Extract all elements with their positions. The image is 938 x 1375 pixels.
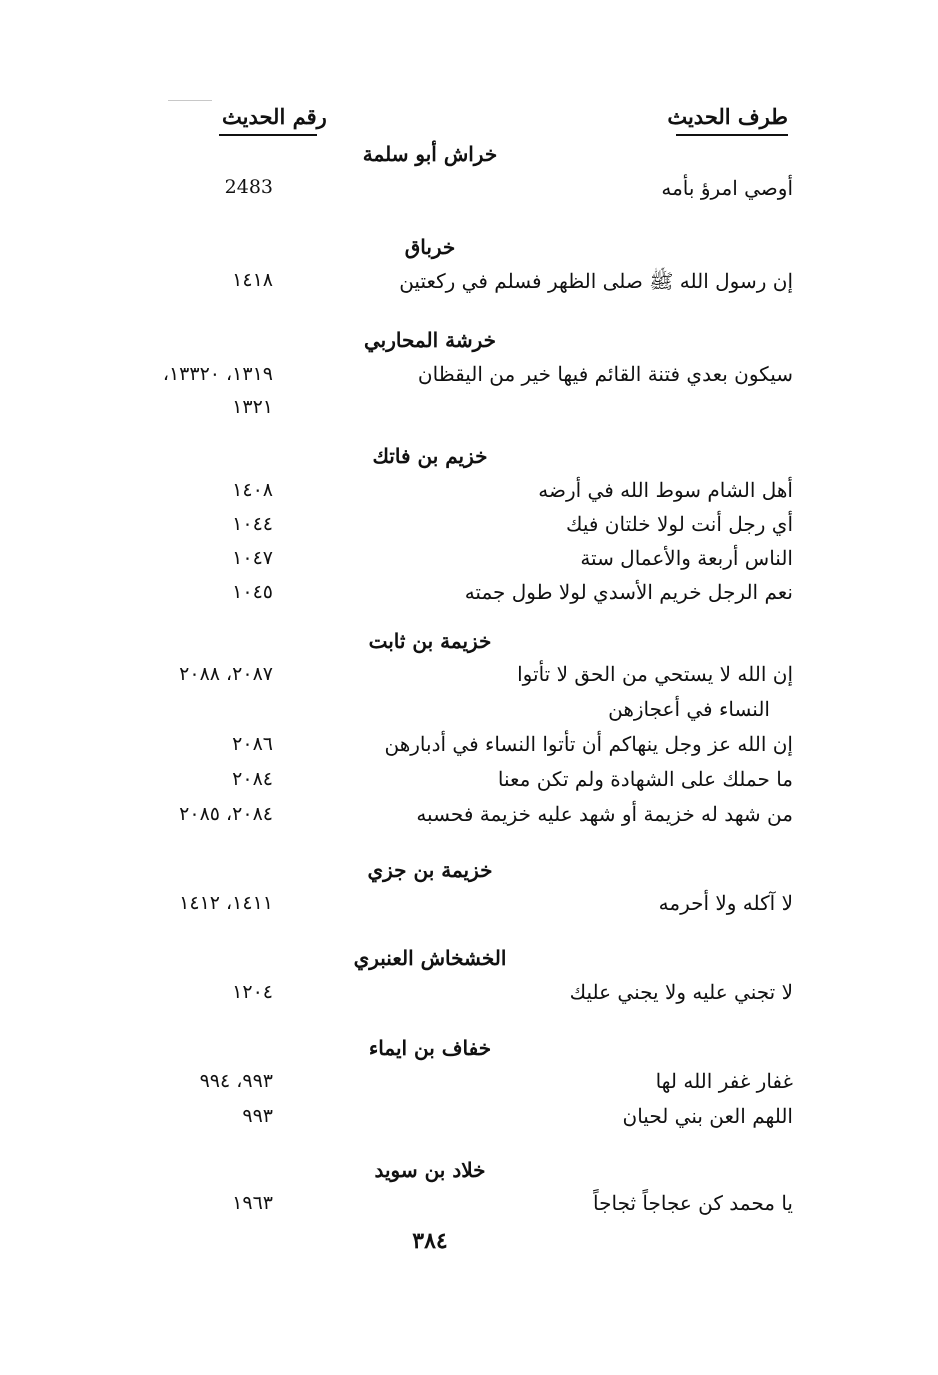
- hadith-numbers: ١٠٤٤: [232, 513, 273, 535]
- hadith-line: غفار غفر الله لها: [655, 1069, 793, 1093]
- narrator-heading: خزيم بن فاتك: [372, 444, 488, 468]
- page-number: ٣٨٤: [412, 1228, 448, 1254]
- narrator-heading: خزيمة بن ثابت: [368, 629, 492, 653]
- hadith-numbers: ١٩٦٣: [232, 1192, 273, 1214]
- hadith-numbers: ٢٠٨٦: [232, 733, 273, 755]
- hadith-numbers: ٩٩٣: [242, 1105, 273, 1127]
- hadith-numbers: ١٤٠٨: [232, 479, 273, 501]
- hadith-line: اللهم العن بني لحيان: [622, 1104, 793, 1128]
- column-header-hadith-text: طرف الحديث: [667, 104, 788, 129]
- hadith-line: إن رسول الله ﷺ صلى الظهر فسلم في ركعتين: [399, 269, 793, 293]
- narrator-heading: خراش أبو سلمة: [362, 142, 498, 166]
- header-underline-text: [676, 134, 788, 136]
- hadith-numbers: ١٠٤٥: [232, 581, 273, 603]
- hadith-line: من شهد له خزيمة أو شهد عليه خزيمة فحسبه: [416, 802, 793, 826]
- hadith-numbers: ٩٩٣، ٩٩٤: [199, 1070, 273, 1092]
- hadith-numbers: 2483: [224, 176, 273, 198]
- hadith-line: النساء في أعجازهن: [608, 697, 770, 721]
- hadith-line: الناس أربعة والأعمال ستة: [580, 546, 793, 570]
- hadith-numbers: ٢٠٨٤: [232, 768, 273, 790]
- hadith-numbers: ١٠٤٧: [232, 547, 273, 569]
- narrator-heading: خرباق: [404, 235, 456, 259]
- narrator-heading: خرشة المحاربي: [364, 328, 496, 352]
- hadith-line: نعم الرجل خريم الأسدي لولا طول جمته: [464, 580, 793, 604]
- hadith-numbers: ٢٠٨٧، ٢٠٨٨: [179, 663, 273, 685]
- hadith-line: إن الله لا يستحي من الحق لا تأتوا: [517, 662, 793, 686]
- hadith-line: أهل الشام سوط الله في أرضه: [538, 478, 793, 502]
- hadith-line: لا آكله ولا أحرمه: [658, 891, 793, 915]
- hadith-line: إن الله عز وجل ينهاكم أن تأتوا النساء في أدبارهن: [384, 732, 793, 756]
- hadith-numbers: ١٤١١، ١٤١٢: [179, 892, 273, 914]
- narrator-heading: خفاف بن ايماء: [368, 1036, 492, 1060]
- header-underline-number: [219, 134, 317, 136]
- narrator-heading: الخشخاش العنبري: [353, 946, 507, 970]
- hadith-numbers: ١٣١٩، ١٣٣٢٠،: [162, 363, 273, 385]
- column-header-hadith-number: رقم الحديث: [222, 104, 327, 129]
- hadith-numbers: ١٤١٨: [232, 269, 273, 291]
- hadith-line: أوصي امرؤ بأمه: [661, 176, 793, 200]
- hadith-line: يا محمد كن عجاجاً ثجاجاً: [593, 1191, 793, 1215]
- hadith-line: أي رجل أنت لولا خلتان فيك: [565, 512, 793, 536]
- hadith-numbers: ١٢٠٤: [232, 981, 273, 1003]
- hadith-numbers: ١٣٢١: [232, 396, 273, 418]
- narrator-heading: خلاد بن سويد: [374, 1158, 486, 1182]
- faint-mark: [168, 100, 212, 101]
- hadith-line: سيكون بعدي فتنة القائم فيها خير من اليقظان: [417, 362, 793, 386]
- hadith-line: ما حملك على الشهادة ولم تكن معنا: [497, 767, 793, 791]
- hadith-numbers: ٢٠٨٤، ٢٠٨٥: [179, 803, 273, 825]
- hadith-line: لا تجني عليه ولا يجني عليك: [569, 980, 793, 1004]
- narrator-heading: خزيمة بن جزي: [367, 858, 493, 882]
